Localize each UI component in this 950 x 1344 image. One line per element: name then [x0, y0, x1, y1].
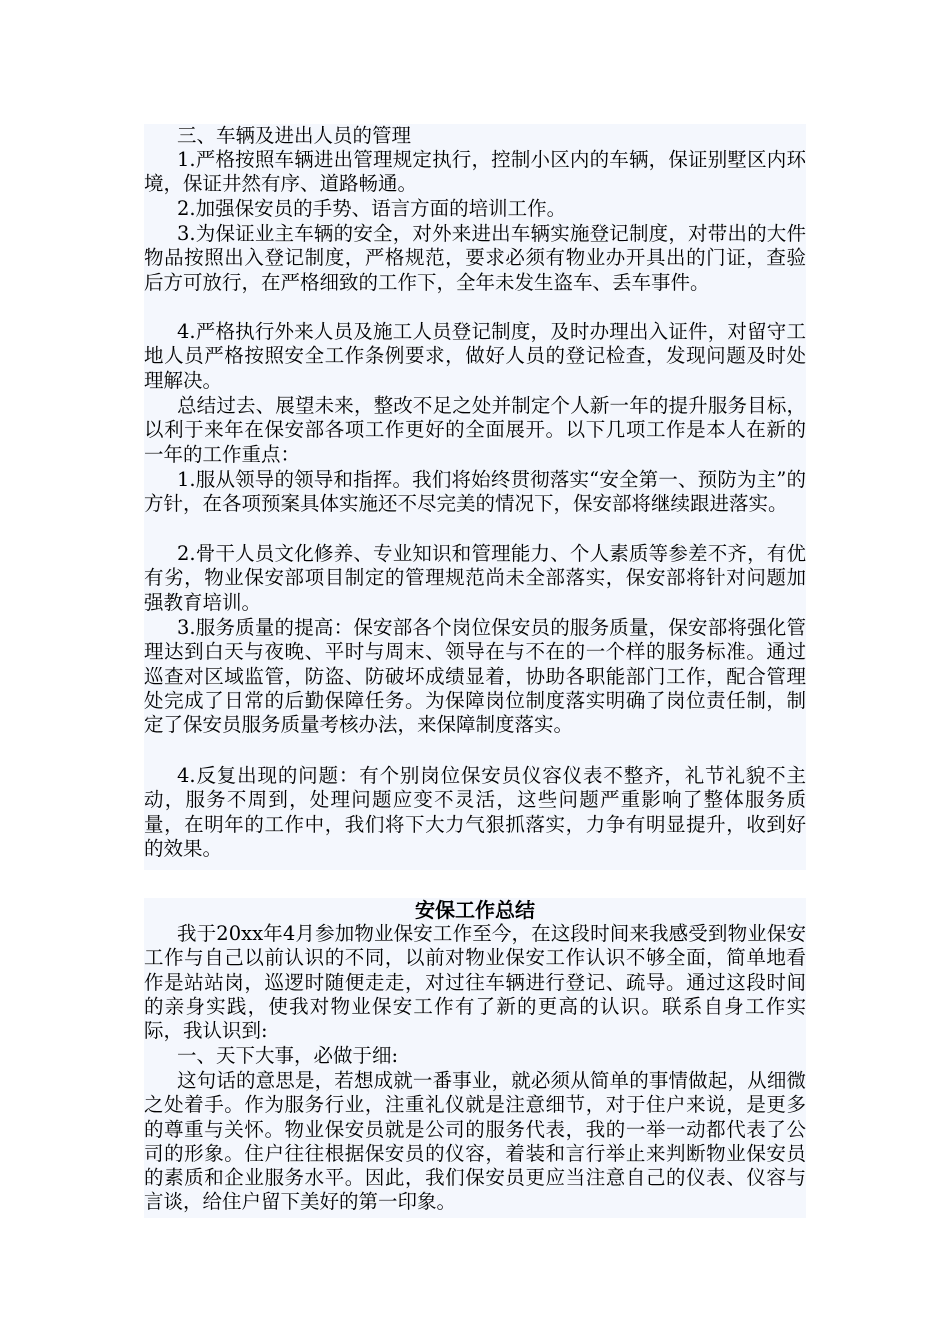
section-heading-vehicle-personnel: 三、车辆及进出人员的管理	[177, 124, 412, 147]
paragraph-focus-3: 3.服务质量的提高：保安部各个岗位保安员的服务质量，保安部将强化管理达到白天与夜晚、平时与周末、领导在与不在的一个样的服务标准。通过巡查对区域监管，防盗、防破坏成绩显着，协助各职能部门工作，配合管理处完成了日常的后勤保障任务。为保障岗位制度落实明确了岗位责任制，制定了保安员服务质量考核办法，来保障制度落实。	[144, 616, 806, 737]
paragraph-intro: 我于20xx年4月参加物业保安工作至今，在这段时间来我感受到物业保安工作与自己以前认识的不同，以前对物业保安工作认识不够全面，简单地看作是站站岗，巡逻时随便走走，对过往车辆进行登记、疏导。通过这段时间的亲身实践，使我对物业保安工作有了新的更高的认识。联系自身工作实际，我认识到:	[144, 922, 806, 1043]
paragraph-details-body: 这句话的意思是，若想成就一番事业，就必须从简单的事情做起，从细微之处着手。作为服务行业，注重礼仪就是注意细节，对于住户来说，是更多的尊重与关怀。物业保安员就是公司的服务代表，我的一举一动都代表了公司的形象。住户往往根据保安员的仪容，着装和言行举止来判断物业保安员的素质和企业服务水平。因此，我们保安员更应当注意自己的仪表、仪容与言谈，给住户留下美好的第一印象。	[144, 1069, 806, 1214]
paragraph-focus-1: 1.服从领导的领导和指挥。我们将始终贯彻落实“安全第一、预防为主”的方针，在各项预案具体实施还不尽完美的情况下，保安部将继续跟进落实。	[144, 468, 806, 516]
paragraph-vehicle-rule-3: 3.为保证业主车辆的安全，对外来进出车辆实施登记制度，对带出的大件物品按照出入登记制度，严格规范，要求必须有物业办开具出的门证，查验后方可放行，在严格细致的工作下，全年未发生盗车、丢车事件。	[144, 222, 806, 294]
paragraph-summary-outlook: 总结过去、展望未来，整改不足之处并制定个人新一年的提升服务目标，以利于来年在保安部各项工作更好的全面展开。以下几项工作是本人在新的一年的工作重点：	[144, 394, 806, 466]
paragraph-focus-2: 2.骨干人员文化修养、专业知识和管理能力、个人素质等参差不齐，有优有劣，物业保安部项目制定的管理规范尚未全部落实，保安部将针对问题加强教育培训。	[144, 542, 806, 614]
paragraph-vehicle-rule-4: 4.严格执行外来人员及施工人员登记制度，及时办理出入证件，对留守工地人员严格按照安全工作条例要求，做好人员的登记检查，发现问题及时处理解决。	[144, 320, 806, 392]
document-section-security-summary	[144, 898, 806, 1218]
document-title: 安保工作总结	[415, 898, 535, 922]
paragraph-vehicle-rule-1: 1.严格按照车辆进出管理规定执行，控制小区内的车辆，保证别墅区内环境，保证井然有序、道路畅通。	[144, 148, 806, 196]
document-section-vehicle-management	[144, 124, 806, 870]
paragraph-focus-4: 4.反复出现的问题：有个别岗位保安员仪容仪表不整齐，礼节礼貌不主动，服务不周到，处理问题应变不灵活，这些问题严重影响了整体服务质量，在明年的工作中，我们将下大力气狠抓落实，力争有明显提升，收到好的效果。	[144, 764, 806, 860]
paragraph-vehicle-rule-2: 2.加强保安员的手势、语言方面的培训工作。	[177, 197, 567, 220]
section-heading-details: 一、天下大事，必做于细:	[177, 1044, 399, 1067]
